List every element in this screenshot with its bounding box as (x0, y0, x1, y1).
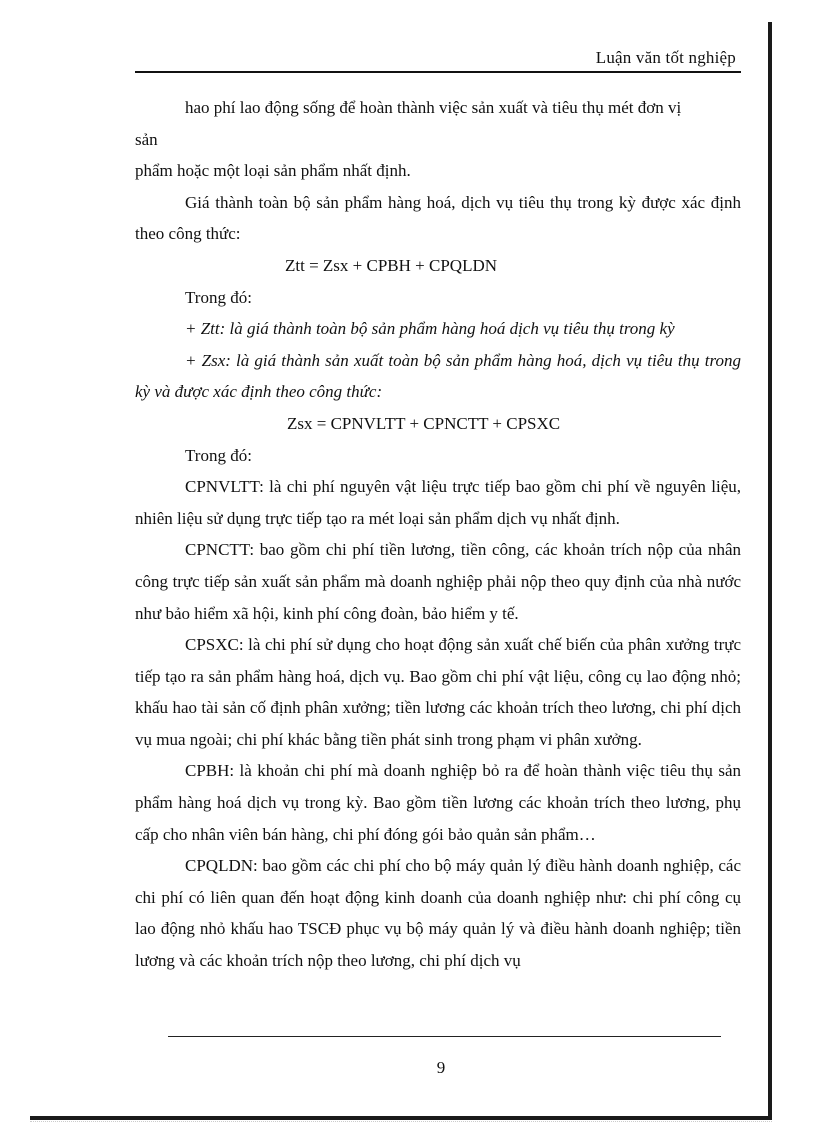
footer-rule (168, 1036, 721, 1037)
paragraph-cpnctt: CPNCTT: bao gồm chi phí tiền lương, tiền công, các khoản trích nộp của nhân công trực tiếp sản xuất sản phẩm mà doanh nghiệp phải nộp theo quy định của nhà nước như bảo hiểm xã hội, kinh phí công đoàn, bảo hiểm y tế. (135, 540, 741, 623)
page-bottom-border (30, 1121, 772, 1122)
definition-zsx: + Zsx: là giá thành sản xuất toàn bộ sản phẩm hàng hoá, dịch vụ tiêu thụ trong kỳ và được xác định theo công thức: (135, 350, 741, 402)
page-number: 9 (436, 1058, 446, 1077)
paragraph-cpqldn: CPQLDN: bao gồm các chi phí cho bộ máy quản lý điều hành doanh nghiệp, các chi phí có liên quan đến hoạt động kinh doanh của doanh nghiệp như: chi phí công cụ lao động nhỏ khấu hao TSCĐ phục vụ bộ máy quản lý và điều hành doanh nghiệp; tiền lương và các khoản trích nộp theo lương, chi phí dịch vụ (135, 856, 741, 971)
where-label-2: Trong đó: (185, 445, 252, 465)
document-body (135, 92, 741, 977)
paragraph-3: Giá thành toàn bộ sản phẩm hàng hoá, dịch vụ tiêu thụ trong kỳ được xác định theo công thức: (135, 192, 741, 244)
paragraph-2: phẩm hoặc một loại sản phẩm nhất định. (135, 161, 411, 181)
definition-ztt: + Ztt: là giá thành toàn bộ sản phẩm hàng hoá dịch vụ tiêu thụ trong kỳ (185, 319, 675, 339)
paragraph-cpbh: CPBH: là khoản chi phí mà doanh nghiệp bỏ ra để hoàn thành việc tiêu thụ sản phẩm hàng hoá dịch vụ trong kỳ. Bao gồm tiền lương các khoản trích theo lương, phụ cấp cho nhân viên bán hàng, chi phí đóng gói bảo quản sản phẩm… (135, 761, 741, 844)
where-label-1: Trong đó: (185, 287, 252, 307)
header-title: Luận văn tốt nghiệp (595, 48, 736, 67)
paragraph-1: hao phí lao động sống để hoàn thành việc sản xuất và tiêu thụ mét đơn vị (185, 98, 682, 117)
page-shadow-right (768, 22, 772, 1116)
formula-zsx: Zsx = CPNVLTT + CPNCTT + CPSXC (287, 413, 561, 433)
paragraph-1-wrap: sản (135, 129, 158, 149)
paragraph-cpnvltt: CPNVLTT: là chi phí nguyên vật liệu trực tiếp bao gồm chi phí về nguyên liệu, nhiên liệu sử dụng trực tiếp tạo ra mét loại sản phẩm dịch vụ nhất định. (135, 477, 741, 528)
page-shadow-bottom (30, 1116, 772, 1120)
paragraph-cpsxc: CPSXC: là chi phí sử dụng cho hoạt động sản xuất chế biến của phân xưởng trực tiếp tạo ra sản phẩm hàng hoá, dịch vụ. Bao gồm chi phí vật liệu, công cụ lao động nhỏ; khấu hao tài sản cố định phân xưởng; tiền lương các khoản trích theo lương, chi phí dịch vụ mua ngoài; chi phí khác bằng tiền phát sinh trong phạm vi phân xưởng. (135, 635, 741, 749)
formula-ztt: Ztt = Zsx + CPBH + CPQLDN (285, 255, 498, 275)
header-rule (135, 71, 741, 73)
